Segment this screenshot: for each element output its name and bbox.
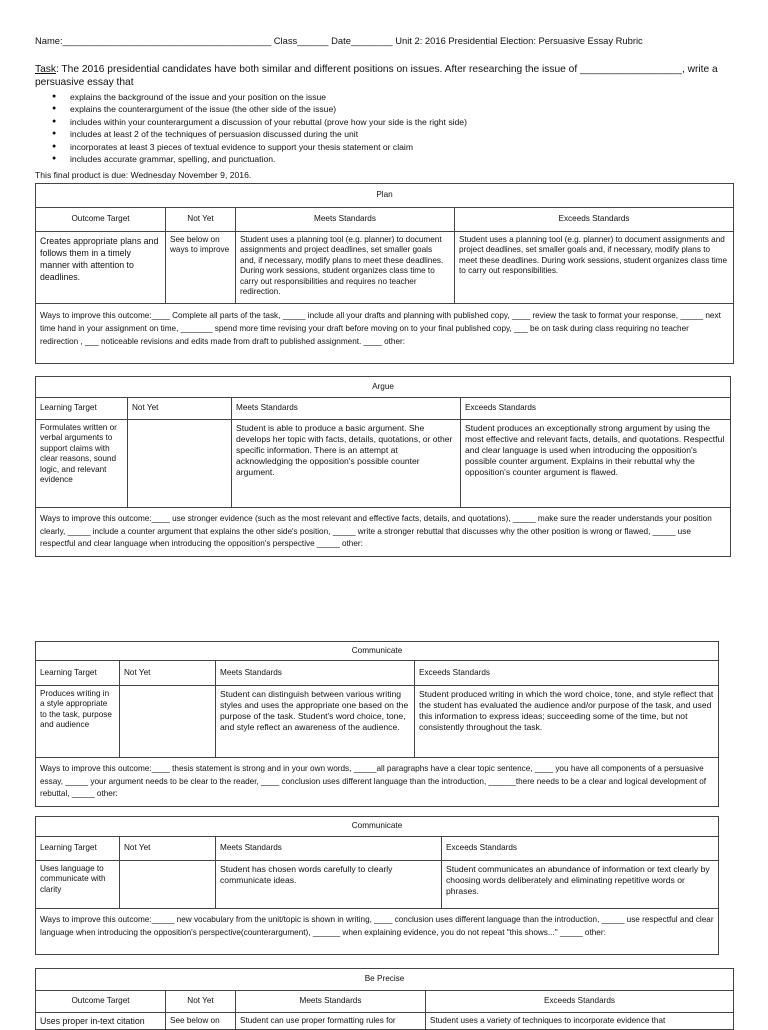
requirement-item: ● includes at least 2 of the techniques of persuasion discussed during the unit bbox=[52, 128, 732, 140]
plan-not-yet-cell: See below on ways to improve bbox=[166, 232, 236, 304]
argue-rubric-table bbox=[35, 376, 731, 557]
communicate-style-header-not-yet: Not Yet bbox=[120, 661, 216, 686]
requirement-item: ● includes accurate grammar, spelling, and punctuation. bbox=[52, 153, 732, 165]
requirement-item: ● incorporates at least 3 pieces of textual evidence to support your thesis statement or claim bbox=[52, 141, 732, 153]
requirement-item: ● includes within your counterargument a discussion of your rebuttal (prove how your side is the right side) bbox=[52, 116, 732, 128]
argue-meets-cell: Student is able to produce a basic argument. She develops her topic with facts, details, quotations, or other specific information. There is an attempt at acknowledging the opposition's possible counter argument. bbox=[232, 420, 461, 508]
communicate-clarity-header-target: Learning Target bbox=[36, 837, 120, 861]
argue-header-not-yet: Not Yet bbox=[128, 398, 232, 420]
precise-title: Be Precise bbox=[36, 969, 734, 991]
requirement-item: ● explains the counterargument of the issue (the other side of the issue) bbox=[52, 103, 732, 115]
name-class-date-header: Name:________________________________________ Class______ Date________ Unit 2: 2016 Presidential Election: Persuasive Essay Rubric bbox=[35, 35, 643, 46]
plan-header-target: Outcome Target bbox=[36, 208, 166, 232]
communicate-style-header-target: Learning Target bbox=[36, 661, 120, 686]
argue-header-meets: Meets Standards bbox=[232, 398, 461, 420]
plan-exceeds-cell: Student uses a planning tool (e.g. planner) to document assignments and project deadlines, set smaller goals and, if necessary, modify plans to meet these deadlines. During work sessions, student organizes class time to carry out responsibilities. bbox=[455, 232, 734, 304]
plan-header-meets: Meets Standards bbox=[236, 208, 455, 232]
communicate-style-rubric-table bbox=[35, 641, 719, 807]
communicate-clarity-header-exceeds: Exceeds Standards bbox=[442, 837, 719, 861]
plan-header-not-yet: Not Yet bbox=[166, 208, 236, 232]
communicate-clarity-meets-cell: Student has chosen words carefully to clearly communicate ideas. bbox=[216, 861, 442, 909]
precise-header-meets: Meets Standards bbox=[236, 991, 426, 1013]
task-requirements-list bbox=[52, 91, 732, 165]
plan-ways-to-improve: Ways to improve this outcome:____ Complete all parts of the task, _____ include all your drafts and planning with published copy, ____ review the task to format your response, _____ next time hand in your assignment on time, _______ spend more time revising your draft before moving on to your final published copy, ___ be on task during class requiring no teacher redirection , ___ noticeable revisions and edits made from draft to published assignment. ____ other: bbox=[36, 304, 734, 364]
plan-title: Plan bbox=[36, 184, 734, 208]
precise-not-yet-cell: See below on bbox=[166, 1013, 236, 1030]
communicate-clarity-exceeds-cell: Student communicates an abundance of information or text clearly by choosing words deliberately and eliminating repetitive words or phrases. bbox=[442, 861, 719, 909]
precise-meets-cell: Student can use proper formatting rules for bbox=[236, 1013, 426, 1030]
communicate-clarity-title: Communicate bbox=[36, 817, 719, 837]
communicate-clarity-rubric-table bbox=[35, 816, 719, 955]
communicate-style-title: Communicate bbox=[36, 642, 719, 661]
argue-exceeds-cell: Student produces an exceptionally strong argument by using the most effective and relevant facts, details, and quotations. Respectful and clear language is used when introducing the opposition's possible counter argument. Explains in their rebuttal why the opposition's counter argument is flawed. bbox=[461, 420, 731, 508]
communicate-style-exceeds-cell: Student produced writing in which the word choice, tone, and style reflect that the student has evaluated the audience and/or purpose of the task, and used this information to express ideas; succeeding some of the time, but not consistently throughout the task. bbox=[415, 686, 719, 758]
precise-exceeds-cell: Student uses a variety of techniques to incorporate evidence that bbox=[426, 1013, 734, 1030]
precise-header-not-yet: Not Yet bbox=[166, 991, 236, 1013]
communicate-clarity-target-cell: Uses language to communicate with clarity bbox=[36, 861, 120, 909]
task-label: Task bbox=[35, 64, 56, 75]
communicate-style-header-meets: Meets Standards bbox=[216, 661, 415, 686]
argue-target-cell: Formulates written or verbal arguments to support claims with clear reasons, sound logic, and relevant evidence bbox=[36, 420, 128, 508]
communicate-clarity-not-yet-cell bbox=[120, 861, 216, 909]
communicate-style-target-cell: Produces writing in a style appropriate to the task, purpose and audience bbox=[36, 686, 120, 758]
precise-target-cell: Uses proper in-text citation bbox=[36, 1013, 166, 1030]
plan-target-cell: Creates appropriate plans and follows them in a timely manner with attention to deadlines. bbox=[36, 232, 166, 304]
argue-header-target: Learning Target bbox=[36, 398, 128, 420]
argue-header-exceeds: Exceeds Standards bbox=[461, 398, 731, 420]
communicate-clarity-header-not-yet: Not Yet bbox=[120, 837, 216, 861]
due-date: This final product is due: Wednesday November 9, 2016. bbox=[35, 170, 252, 180]
argue-title: Argue bbox=[36, 377, 731, 398]
precise-header-target: Outcome Target bbox=[36, 991, 166, 1013]
communicate-style-meets-cell: Student can distinguish between various writing styles and uses the appropriate one based on the purpose of the task. Student's word choice, tone, and style reflect an awareness of the audience. bbox=[216, 686, 415, 758]
communicate-style-not-yet-cell bbox=[120, 686, 216, 758]
task-text: : The 2016 presidential candidates have both similar and different positions on issues. After researching the issue of __________________, write a persuasive essay that bbox=[35, 64, 718, 88]
communicate-clarity-ways-to-improve: Ways to improve this outcome:_____ new vocabulary from the unit/topic is shown in writing, ____ conclusion uses different language than the introduction, _____ use respectful and clear language when introducing the opposition's perspective(counterargument), ______ when explaining evidence, you do not repeat "this shows..." _____ other: bbox=[36, 909, 719, 955]
communicate-style-ways-to-improve: Ways to improve this outcome:____ thesis statement is strong and in your own words, _____all paragraphs have a clear topic sentence, ____ you have all components of a persuasive essay, _____ your argument needs to be clear to the reader, ____ conclusion uses different language than the introduction, ______there needs to be a clear and logical development of rebuttal, _____ other: bbox=[36, 758, 719, 807]
argue-ways-to-improve: Ways to improve this outcome:____ use stronger evidence (such as the most relevant and effective facts, details, and quotations), _____ make sure the reader understands your position clearly, _____ include a counter argument that explains the other side's position, _____ write a stronger rebuttal that discusses why the other position is wrong or flawed, _____ use respectful and clear language when introducing the opposition's perspective _____ other: bbox=[36, 508, 731, 557]
plan-header-exceeds: Exceeds Standards bbox=[455, 208, 734, 232]
plan-meets-cell: Student uses a planning tool (e.g. planner) to document assignments and project deadlines, set smaller goals and, if necessary, modify plans to meet these deadlines. During work sessions, student organizes class time to carry out responsibilities and requires no teacher redirection. bbox=[236, 232, 455, 304]
precise-rubric-table bbox=[35, 968, 734, 1030]
task-description bbox=[35, 64, 735, 89]
plan-rubric-table bbox=[35, 183, 734, 364]
argue-not-yet-cell bbox=[128, 420, 232, 508]
precise-header-exceeds: Exceeds Standards bbox=[426, 991, 734, 1013]
requirement-item: ● explains the background of the issue and your position on the issue bbox=[52, 91, 732, 103]
communicate-clarity-header-meets: Meets Standards bbox=[216, 837, 442, 861]
communicate-style-header-exceeds: Exceeds Standards bbox=[415, 661, 719, 686]
